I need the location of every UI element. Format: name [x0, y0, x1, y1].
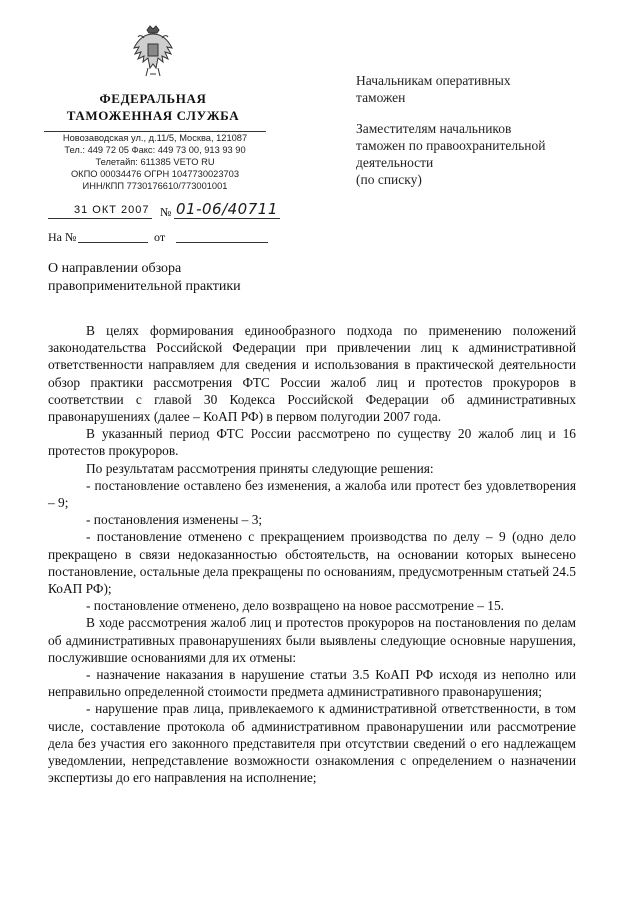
reference-from-label: от — [154, 230, 166, 244]
paragraph-violations-intro: В ходе рассмотрения жалоб лиц и протестов прокуроров на постановления по делам об административных правонарушениях были выявлены следующие основные нарушения, послужившие основаниями для их отмены: — [48, 615, 576, 665]
agency-name — [48, 90, 258, 124]
addressee-line4: таможен по правоохранительной — [356, 138, 546, 153]
double-headed-eagle-icon — [130, 24, 176, 82]
subject-line1: О направлении обзора — [48, 261, 182, 276]
reference-line — [48, 230, 278, 246]
agency-name-line2: ТАМОЖЕННАЯ СЛУЖБА — [66, 108, 240, 123]
list-item-changed: - постановления изменены – 3; — [86, 512, 263, 528]
registration-number-rule — [174, 218, 280, 219]
addressee-line5: деятельности — [356, 155, 434, 170]
letter-body — [48, 322, 576, 786]
registration-number-label: № — [160, 205, 172, 219]
registration-date: 31 ОКТ 2007 — [74, 204, 150, 216]
registration-line — [48, 202, 288, 224]
addressees-block — [356, 72, 606, 188]
addressee-line3: Заместителям начальников — [356, 121, 512, 136]
inn-kpp-line: ИНН/КПП 7730176610/773001001 — [82, 181, 228, 191]
subject-line2: правоприменительной практики — [48, 279, 241, 294]
reference-label: На № — [48, 230, 77, 244]
agency-contacts — [44, 132, 266, 192]
list-item-rights-violation: - нарушение прав лица, привлекаемого к административной ответственности, в том числе, составление протокола об административном правонарушении или рассмотрение дела без участия его законного представителя при отсутствии сведений о его надлежащем уведомлении, непредставление возможности ознакомления с определением о назначении экспертизы до его направления на исполнение; — [48, 701, 576, 786]
paragraph-purpose: В целях формирования единообразного подхода по применению положений законодательства Российской Федерации при привлечении лиц к административной ответственности направляем для сведения и использования в практической деятельности обзор практики рассмотрения ФТС России жалоб лиц и протестов прокуроров в соответствии с главой 30 Кодекса Российской Федерации об административных правонарушениях (далее – КоАП РФ) в первом полугодии 2007 года. — [48, 323, 576, 425]
addressee-line6: (по списку) — [356, 172, 422, 187]
paragraph-period-stats: В указанный период ФТС России рассмотрено по существу 20 жалоб лиц и 16 протестов прокуроров. — [48, 426, 576, 459]
list-item-article-3-5: - назначение наказания в нарушение статьи 3.5 КоАП РФ исходя из неполно или неправильно определенной стоимости предмета административного правонарушения; — [48, 667, 576, 700]
registration-date-rule — [48, 218, 152, 219]
reference-number-blank — [78, 242, 148, 243]
paragraph-decisions-intro: По результатам рассмотрения приняты следующие решения: — [86, 460, 434, 476]
teletype-line: Телетайп: 611385 VETO RU — [95, 157, 215, 167]
registration-number: 01-06/40711 — [176, 200, 278, 218]
agency-name-line1: ФЕДЕРАЛЬНАЯ — [99, 91, 207, 106]
list-item-cancelled-terminated: - постановление отменено с прекращением производства по делу – 9 (одно дело прекращено в связи недоказанностью обстоятельств, на основании которых вынесено постановление, остальные дела прекращены по основаниям, предусмотренным статьей 24.5 КоАП РФ); — [48, 529, 576, 597]
reference-date-blank — [176, 242, 268, 243]
addressee-line2: таможен — [356, 90, 406, 105]
addressee-line1: Начальникам оперативных — [356, 73, 511, 88]
phone-fax-line: Тел.: 449 72 05 Факс: 449 73 00, 913 93 90 — [64, 145, 246, 155]
letter-subject — [48, 260, 308, 296]
list-item-returned: - постановление отменено, дело возвращено на новое рассмотрение – 15. — [86, 598, 505, 614]
okpo-ogrn-line: ОКПО 00034476 ОГРН 1047730023703 — [70, 169, 240, 179]
list-item-unchanged: - постановление оставлено без изменения, а жалоба или протест без удовлетворения – 9; — [48, 477, 576, 511]
address-line: Новозаводская ул., д.11/5, Москва, 121087 — [62, 133, 248, 143]
